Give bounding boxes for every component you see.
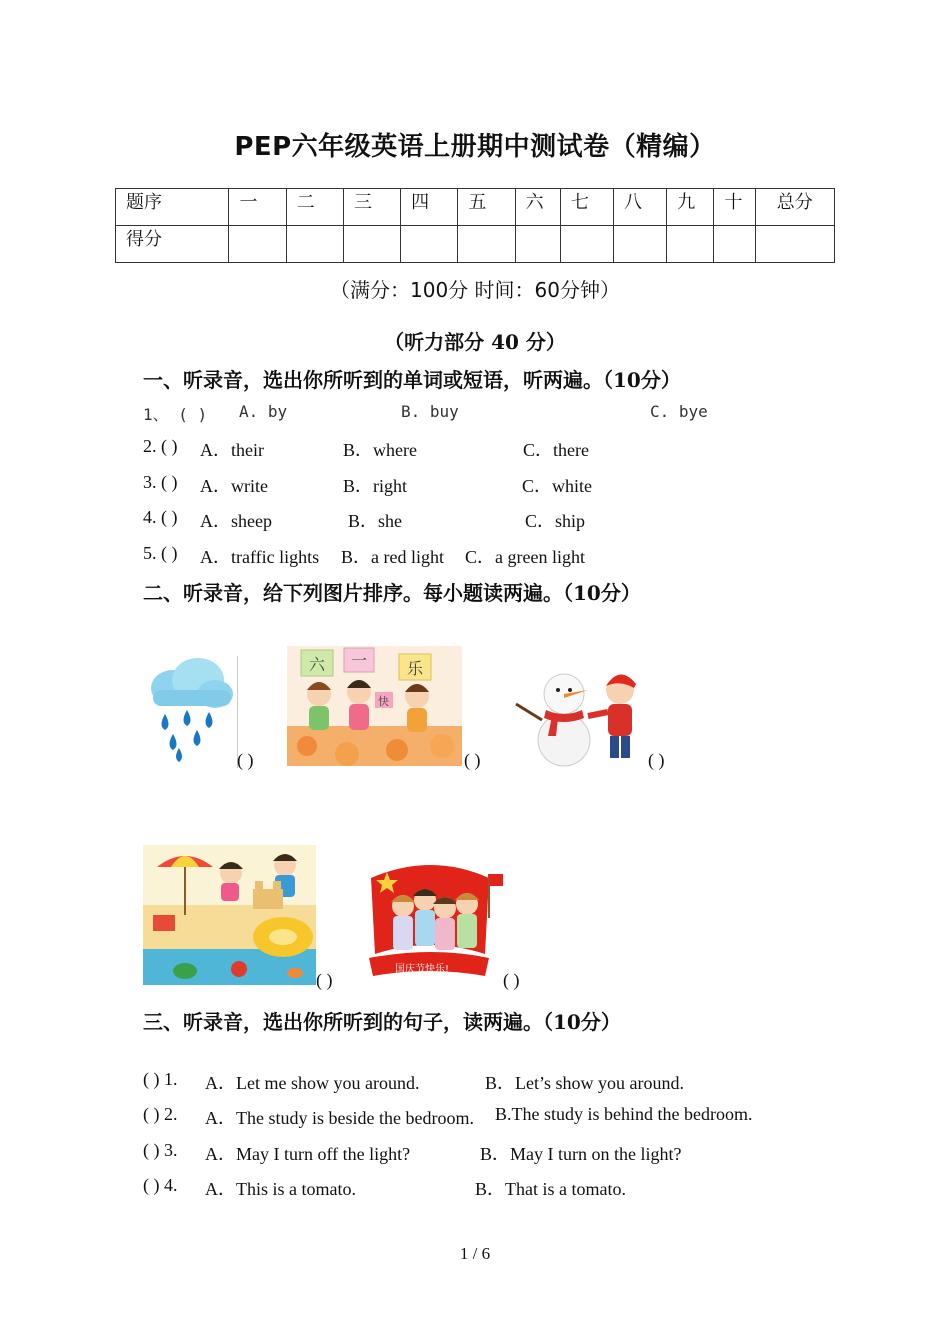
option-c: C．a green light [465, 547, 585, 567]
listening-part-heading: （听力部分 40 分） [384, 330, 566, 354]
score-header-cell: 七 [560, 189, 613, 226]
option-b: B.The study is behind the bedroom. [495, 1104, 753, 1124]
option-a: A．Let me show you around. [205, 1073, 420, 1093]
question-2 [143, 436, 843, 460]
childrens-day-image [287, 646, 462, 766]
score-cell[interactable] [560, 226, 613, 263]
section2-heading: 二、听录音，给下列图片排序。每小题读两遍。（10分） [143, 581, 641, 605]
option-a: A．sheep [200, 511, 272, 531]
score-header-cell: 九 [667, 189, 714, 226]
option-c: C．ship [525, 511, 586, 531]
sign-one: 一 [351, 651, 368, 670]
score-cell[interactable] [614, 226, 667, 263]
sign-happy: 乐 [407, 659, 424, 678]
score-row-label: 得分 [116, 226, 229, 263]
question-number: 2. ( ) [143, 436, 178, 456]
option-b: B．a red light [341, 547, 444, 567]
question-3 [143, 472, 843, 496]
option-b: B. buy [401, 402, 459, 421]
question-number: ( ) 1. [143, 1069, 178, 1089]
score-header-cell: 四 [401, 189, 458, 226]
answer-blank[interactable]: ( ) [464, 750, 481, 770]
score-header-cell: 八 [614, 189, 667, 226]
option-c: C. bye [650, 402, 708, 421]
option-a: A．write [200, 476, 268, 496]
question-number: ( ) 4. [143, 1175, 178, 1195]
section3-question-4 [143, 1175, 823, 1199]
beach-image [143, 845, 316, 985]
score-cell[interactable] [667, 226, 714, 263]
question-5 [143, 543, 843, 567]
option-a: A．This is a tomato. [205, 1179, 356, 1199]
sign-kuai: 快 [378, 695, 389, 708]
score-header-cell: 十 [714, 189, 755, 226]
section3-question-1 [143, 1069, 823, 1093]
score-table-header-row [116, 189, 835, 226]
section1-heading: 一、听录音，选出你所听到的单词或短语，听两遍。（10分） [143, 368, 681, 392]
option-a: A. by [239, 402, 288, 421]
score-cell[interactable] [343, 226, 400, 263]
option-c: C．white [522, 476, 592, 496]
question-number: ( ) 2. [143, 1104, 178, 1124]
question-4 [143, 507, 843, 531]
score-cell[interactable] [401, 226, 458, 263]
option-a: A．traffic lights [200, 547, 320, 567]
option-b: B．right [343, 476, 408, 496]
score-cell[interactable] [714, 226, 755, 263]
score-header-cell: 题序 [116, 189, 229, 226]
section3-question-2 [143, 1104, 823, 1128]
full-score-note: （满分：100分 时间：60分钟） [330, 278, 620, 302]
option-b: B．That is a tomato. [475, 1179, 626, 1199]
option-b: B．May I turn on the light? [480, 1144, 682, 1164]
option-b: B．where [343, 440, 417, 460]
answer-blank[interactable]: ( ) [316, 970, 333, 990]
question-number: 1、 ( ) [143, 405, 208, 424]
score-header-cell: 一 [229, 189, 286, 226]
option-b: B．she [348, 511, 402, 531]
score-cell[interactable] [515, 226, 560, 263]
score-table-score-row [116, 226, 835, 263]
score-header-cell: 三 [343, 189, 400, 226]
national-day-image [365, 858, 503, 984]
option-a: A．The study is beside the bedroom. [205, 1108, 474, 1128]
question-number: 3. ( ) [143, 472, 178, 492]
answer-blank[interactable]: ( ) [648, 750, 665, 770]
answer-blank[interactable]: ( ) [503, 970, 520, 990]
rain-cloud-image [143, 656, 238, 768]
score-header-cell: 六 [515, 189, 560, 226]
score-cell[interactable] [458, 226, 515, 263]
question-number: 5. ( ) [143, 543, 178, 563]
answer-blank[interactable]: ( ) [237, 750, 254, 770]
page-title: PEP六年级英语上册期中测试卷（精编） [234, 132, 716, 162]
sign-six: 六 [309, 655, 326, 674]
score-cell[interactable] [286, 226, 343, 263]
question-number: 4. ( ) [143, 507, 178, 527]
question-number: ( ) 3. [143, 1140, 178, 1160]
score-table [115, 188, 835, 263]
page-number: 1 / 6 [459, 1244, 491, 1263]
score-header-cell: 二 [286, 189, 343, 226]
score-cell[interactable] [755, 226, 834, 263]
section3-question-3 [143, 1140, 823, 1164]
option-a: A．their [200, 440, 264, 460]
score-cell[interactable] [229, 226, 286, 263]
option-c: C．there [523, 440, 589, 460]
holiday-banner-text: 国庆节快乐! [395, 964, 450, 975]
section3-heading: 三、听录音，选出你所听到的句子，读两遍。（10分） [143, 1010, 621, 1034]
option-b: B．Let’s show you around. [485, 1073, 684, 1093]
snowman-image [512, 660, 648, 768]
option-a: A．May I turn off the light? [205, 1144, 411, 1164]
score-header-cell: 五 [458, 189, 515, 226]
score-header-cell: 总分 [755, 189, 834, 226]
